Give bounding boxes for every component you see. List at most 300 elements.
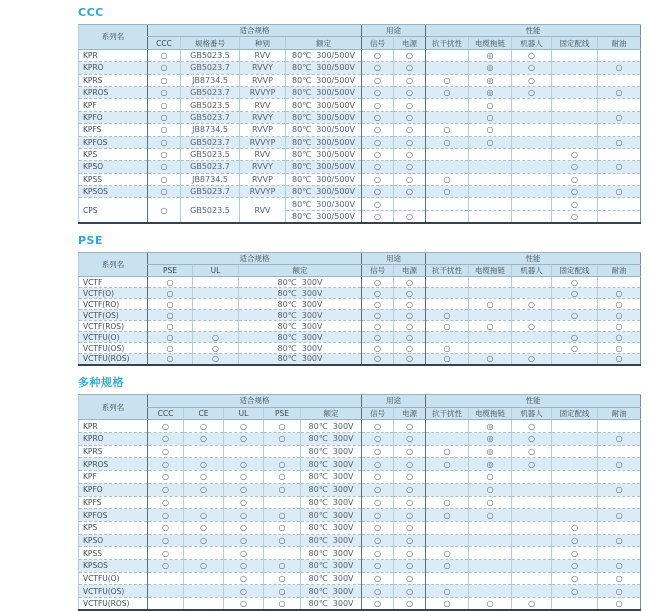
- value-cell: [598, 496, 641, 509]
- value-cell: [552, 354, 598, 365]
- header-row: [79, 265, 641, 277]
- column-header: 信号: [362, 407, 394, 420]
- value-cell: [598, 445, 641, 458]
- value-cell: RVV: [240, 148, 286, 160]
- value-cell: ○: [512, 74, 552, 86]
- value-cell: [184, 598, 224, 611]
- spec-table-multi: [78, 394, 641, 611]
- table-row: [79, 534, 641, 547]
- value-cell: ○: [426, 186, 469, 198]
- value-cell: [193, 288, 239, 299]
- series-name-cell: KPRO: [79, 62, 148, 74]
- value-cell: ○: [552, 277, 598, 288]
- value-cell: ○: [394, 343, 426, 354]
- value-cell: ○: [148, 288, 193, 299]
- series-name-cell: KPSOS: [79, 559, 148, 572]
- value-cell: [512, 111, 552, 123]
- value-cell: 80℃ 300V: [301, 534, 362, 547]
- value-cell: ○: [362, 521, 394, 534]
- value-cell: [469, 559, 512, 572]
- table-row: [79, 471, 641, 484]
- value-cell: [552, 49, 598, 61]
- value-cell: ○: [469, 136, 512, 148]
- value-cell: [426, 49, 469, 61]
- value-cell: ○: [598, 354, 641, 365]
- series-name-cell: KPRS: [79, 74, 148, 86]
- value-cell: ○: [362, 433, 394, 446]
- value-cell: [512, 572, 552, 585]
- value-cell: ○: [394, 210, 426, 222]
- value-cell: [552, 111, 598, 123]
- value-cell: ○: [394, 483, 426, 496]
- value-cell: RVV: [240, 198, 286, 223]
- value-cell: ◎: [469, 433, 512, 446]
- value-cell: ○: [362, 288, 394, 299]
- value-cell: ○: [394, 62, 426, 74]
- value-cell: ○: [184, 559, 224, 572]
- value-cell: [552, 496, 598, 509]
- value-cell: ○: [148, 62, 181, 74]
- value-cell: ○: [394, 458, 426, 471]
- column-header: 信号: [362, 37, 394, 49]
- value-cell: [426, 288, 469, 299]
- table-row: [79, 483, 641, 496]
- value-cell: 80℃ 300V: [239, 299, 362, 310]
- series-name-cell: KPS: [79, 521, 148, 534]
- value-cell: ○: [362, 136, 394, 148]
- value-cell: [184, 445, 224, 458]
- value-cell: [184, 547, 224, 560]
- value-cell: ○: [552, 343, 598, 354]
- value-cell: ○: [148, 277, 193, 288]
- value-cell: ○: [552, 572, 598, 585]
- value-cell: ○: [394, 148, 426, 160]
- value-cell: [394, 198, 426, 210]
- spec-table-pse: [78, 252, 641, 366]
- value-cell: 80℃ 300V: [301, 458, 362, 471]
- table-row: [79, 299, 641, 310]
- value-cell: ○: [426, 136, 469, 148]
- value-cell: ○: [598, 186, 641, 198]
- value-cell: GB5023.7: [181, 186, 240, 198]
- value-cell: ○: [264, 572, 301, 585]
- value-cell: ○: [224, 572, 264, 585]
- value-cell: ○: [148, 161, 181, 173]
- value-cell: ○: [362, 509, 394, 522]
- value-cell: [193, 277, 239, 288]
- value-cell: ○: [362, 559, 394, 572]
- table-row: [79, 49, 641, 61]
- value-cell: ○: [394, 559, 426, 572]
- value-cell: [512, 210, 552, 222]
- value-cell: [598, 277, 641, 288]
- value-cell: ○: [394, 433, 426, 446]
- column-header: 额定: [286, 37, 362, 49]
- value-cell: ○: [148, 483, 184, 496]
- value-cell: ○: [394, 585, 426, 598]
- value-cell: ○: [148, 496, 184, 509]
- value-cell: ○: [598, 534, 641, 547]
- series-name-cell: CPS: [79, 198, 148, 223]
- value-cell: [469, 173, 512, 185]
- table-row: [79, 458, 641, 471]
- column-header: 信号: [362, 265, 394, 277]
- value-cell: [512, 521, 552, 534]
- value-cell: 80℃ 300V: [239, 310, 362, 321]
- value-cell: [512, 332, 552, 343]
- value-cell: ○: [362, 534, 394, 547]
- value-cell: ○: [264, 458, 301, 471]
- value-cell: ○: [148, 111, 181, 123]
- value-cell: ○: [552, 547, 598, 560]
- value-cell: ○: [184, 458, 224, 471]
- value-cell: [264, 547, 301, 560]
- value-cell: ○: [264, 559, 301, 572]
- table-row: [79, 124, 641, 136]
- value-cell: ○: [394, 332, 426, 343]
- value-cell: RVV: [240, 49, 286, 61]
- value-cell: ○: [224, 534, 264, 547]
- value-cell: [264, 496, 301, 509]
- value-cell: ○: [552, 148, 598, 160]
- value-cell: ○: [184, 509, 224, 522]
- value-cell: ○: [394, 445, 426, 458]
- value-cell: [469, 277, 512, 288]
- value-cell: [552, 136, 598, 148]
- value-cell: ○: [224, 521, 264, 534]
- value-cell: [598, 521, 641, 534]
- value-cell: 80℃ 300V: [301, 521, 362, 534]
- value-cell: RVVYP: [240, 186, 286, 198]
- value-cell: 80℃ 300V: [301, 509, 362, 522]
- value-cell: ○: [148, 534, 184, 547]
- value-cell: ○: [362, 86, 394, 98]
- value-cell: ○: [264, 483, 301, 496]
- value-cell: [598, 74, 641, 86]
- column-header: 电缆拖链: [469, 37, 512, 49]
- value-cell: ◎: [469, 445, 512, 458]
- series-column-header: 系列名: [79, 253, 148, 277]
- value-cell: ○: [552, 521, 598, 534]
- column-group-header: 性能: [426, 253, 641, 265]
- value-cell: [426, 161, 469, 173]
- value-cell: ○: [148, 433, 184, 446]
- value-cell: ○: [394, 173, 426, 185]
- value-cell: ○: [512, 458, 552, 471]
- value-cell: [512, 173, 552, 185]
- series-name-cell: KPRO: [79, 433, 148, 446]
- value-cell: ○: [148, 547, 184, 560]
- table-row: [79, 496, 641, 509]
- value-cell: ○: [148, 74, 181, 86]
- value-cell: ○: [224, 496, 264, 509]
- table-row: [79, 111, 641, 123]
- value-cell: 80℃ 300/500V: [286, 74, 362, 86]
- value-cell: ○: [598, 598, 641, 611]
- value-cell: [552, 471, 598, 484]
- value-cell: ○: [148, 124, 181, 136]
- value-cell: [426, 210, 469, 222]
- value-cell: ○: [598, 343, 641, 354]
- value-cell: ○: [224, 433, 264, 446]
- header-row: [79, 407, 641, 420]
- value-cell: ○: [224, 598, 264, 611]
- value-cell: [512, 186, 552, 198]
- value-cell: 80℃ 300V: [239, 277, 362, 288]
- value-cell: 80℃ 300V: [239, 343, 362, 354]
- value-cell: ○: [394, 288, 426, 299]
- value-cell: RVVYP: [240, 86, 286, 98]
- value-cell: [552, 420, 598, 433]
- value-cell: [552, 62, 598, 74]
- series-name-cell: KPR: [79, 420, 148, 433]
- table-row: [79, 354, 641, 365]
- column-header: 电缆拖链: [469, 407, 512, 420]
- value-cell: RVVY: [240, 111, 286, 123]
- value-cell: [469, 161, 512, 173]
- value-cell: ○: [552, 332, 598, 343]
- value-cell: 80℃ 300V: [239, 354, 362, 365]
- value-cell: ○: [552, 161, 598, 173]
- value-cell: [512, 136, 552, 148]
- value-cell: [469, 198, 512, 210]
- value-cell: ◎: [469, 74, 512, 86]
- value-cell: ○: [469, 598, 512, 611]
- series-name-cell: KPFOS: [79, 136, 148, 148]
- value-cell: GB5023.7: [181, 136, 240, 148]
- value-cell: ○: [362, 572, 394, 585]
- value-cell: ○: [362, 458, 394, 471]
- value-cell: ○: [598, 332, 641, 343]
- value-cell: ○: [224, 458, 264, 471]
- value-cell: 80℃ 300V: [301, 420, 362, 433]
- value-cell: ○: [184, 483, 224, 496]
- table-row: [79, 509, 641, 522]
- table-row: [79, 321, 641, 332]
- value-cell: [512, 559, 552, 572]
- spec-table-ccc: [78, 24, 641, 224]
- value-cell: [469, 572, 512, 585]
- value-cell: ○: [552, 173, 598, 185]
- value-cell: [552, 483, 598, 496]
- value-cell: [469, 186, 512, 198]
- series-name-cell: VCTFU(OS): [79, 585, 148, 598]
- series-name-cell: KPFS: [79, 124, 148, 136]
- value-cell: ◎: [469, 49, 512, 61]
- table-row: [79, 420, 641, 433]
- table-row: [79, 547, 641, 560]
- value-cell: GB5023.7: [181, 111, 240, 123]
- value-cell: [426, 420, 469, 433]
- value-cell: ○: [264, 471, 301, 484]
- value-cell: ○: [598, 483, 641, 496]
- value-cell: 80℃ 300/500V: [286, 99, 362, 111]
- value-cell: ○: [224, 483, 264, 496]
- value-cell: ○: [193, 343, 239, 354]
- value-cell: [148, 572, 184, 585]
- value-cell: ○: [598, 161, 641, 173]
- value-cell: ○: [394, 99, 426, 111]
- value-cell: [512, 534, 552, 547]
- column-group-header: 性能: [426, 25, 641, 37]
- value-cell: [426, 483, 469, 496]
- value-cell: ○: [512, 49, 552, 61]
- value-cell: ○: [394, 86, 426, 98]
- value-cell: ○: [362, 321, 394, 332]
- value-cell: ○: [184, 420, 224, 433]
- value-cell: [598, 49, 641, 61]
- column-header: 耐油: [598, 407, 641, 420]
- value-cell: JB8734.5: [181, 74, 240, 86]
- value-cell: [184, 585, 224, 598]
- value-cell: 80℃ 300V: [301, 598, 362, 611]
- value-cell: ○: [426, 321, 469, 332]
- section-title: PSE: [78, 234, 103, 247]
- value-cell: ○: [184, 521, 224, 534]
- value-cell: ○: [224, 509, 264, 522]
- value-cell: GB5023.5: [181, 49, 240, 61]
- value-cell: ○: [512, 445, 552, 458]
- series-name-cell: VCTFU(ROS): [79, 354, 148, 365]
- value-cell: JB8734.5: [181, 173, 240, 185]
- header-row: [79, 395, 641, 408]
- value-cell: ○: [394, 534, 426, 547]
- value-cell: [512, 483, 552, 496]
- value-cell: [552, 74, 598, 86]
- value-cell: ○: [264, 433, 301, 446]
- column-header: 电源: [394, 265, 426, 277]
- table-row: [79, 198, 641, 210]
- value-cell: ○: [394, 186, 426, 198]
- value-cell: ○: [426, 585, 469, 598]
- value-cell: ○: [148, 99, 181, 111]
- table-row: [79, 598, 641, 611]
- value-cell: 80℃ 300/500V: [286, 136, 362, 148]
- value-cell: ○: [469, 124, 512, 136]
- value-cell: RVVY: [240, 62, 286, 74]
- value-cell: 80℃ 300/500V: [286, 161, 362, 173]
- value-cell: ○: [362, 445, 394, 458]
- value-cell: [512, 496, 552, 509]
- series-name-cell: KPF: [79, 471, 148, 484]
- value-cell: GB5023.5: [181, 198, 240, 223]
- column-group-header: 适合规格: [148, 253, 362, 265]
- value-cell: ○: [264, 585, 301, 598]
- value-cell: ○: [264, 534, 301, 547]
- value-cell: ○: [362, 343, 394, 354]
- series-name-cell: KPSS: [79, 173, 148, 185]
- value-cell: ○: [362, 277, 394, 288]
- series-name-cell: VCTF(ROS): [79, 321, 148, 332]
- value-cell: ○: [552, 186, 598, 198]
- value-cell: [264, 445, 301, 458]
- table-row: [79, 136, 641, 148]
- value-cell: [193, 310, 239, 321]
- value-cell: ○: [426, 310, 469, 321]
- series-name-cell: KPROS: [79, 458, 148, 471]
- value-cell: [426, 332, 469, 343]
- value-cell: [598, 148, 641, 160]
- value-cell: ○: [394, 598, 426, 611]
- value-cell: ○: [394, 299, 426, 310]
- column-header: 耐油: [598, 37, 641, 49]
- table-row: [79, 445, 641, 458]
- value-cell: [224, 445, 264, 458]
- series-name-cell: VCTFU(O): [79, 572, 148, 585]
- value-cell: ○: [469, 471, 512, 484]
- value-cell: ○: [426, 598, 469, 611]
- value-cell: RVVP: [240, 124, 286, 136]
- value-cell: ○: [469, 321, 512, 332]
- column-header: 抗干扰性: [426, 407, 469, 420]
- series-name-cell: KPFO: [79, 111, 148, 123]
- value-cell: ○: [598, 136, 641, 148]
- value-cell: ○: [598, 288, 641, 299]
- value-cell: ○: [552, 288, 598, 299]
- value-cell: GB5023.5: [181, 148, 240, 160]
- value-cell: [426, 433, 469, 446]
- value-cell: RVV: [240, 99, 286, 111]
- value-cell: ○: [598, 111, 641, 123]
- series-name-cell: VCTFU(O): [79, 332, 148, 343]
- value-cell: ○: [394, 354, 426, 365]
- value-cell: [148, 585, 184, 598]
- value-cell: [426, 148, 469, 160]
- value-cell: [552, 598, 598, 611]
- value-cell: [598, 471, 641, 484]
- value-cell: ○: [264, 598, 301, 611]
- value-cell: [512, 547, 552, 560]
- column-header: 抗干扰性: [426, 265, 469, 277]
- value-cell: [512, 509, 552, 522]
- value-cell: [552, 509, 598, 522]
- series-name-cell: KPSOS: [79, 186, 148, 198]
- table-row: [79, 310, 641, 321]
- value-cell: ○: [148, 343, 193, 354]
- value-cell: RVVP: [240, 74, 286, 86]
- series-name-cell: VCTFU(ROS): [79, 598, 148, 611]
- column-header: 机器人: [512, 265, 552, 277]
- value-cell: ○: [469, 483, 512, 496]
- value-cell: ○: [512, 354, 552, 365]
- value-cell: 80℃ 300/500V: [286, 49, 362, 61]
- column-header: UL: [224, 407, 264, 420]
- column-header: CCC: [148, 407, 184, 420]
- value-cell: [469, 148, 512, 160]
- value-cell: ○: [426, 343, 469, 354]
- value-cell: ○: [598, 86, 641, 98]
- value-cell: ○: [512, 420, 552, 433]
- value-cell: RVVY: [240, 161, 286, 173]
- value-cell: ○: [184, 433, 224, 446]
- value-cell: ○: [426, 496, 469, 509]
- table-row: [79, 277, 641, 288]
- column-header: 电源: [394, 407, 426, 420]
- column-group-header: 用途: [362, 395, 426, 408]
- value-cell: ○: [362, 173, 394, 185]
- value-cell: ○: [362, 124, 394, 136]
- value-cell: [469, 210, 512, 222]
- value-cell: RVVYP: [240, 136, 286, 148]
- column-header: PSE: [148, 265, 193, 277]
- value-cell: ○: [362, 198, 394, 210]
- value-cell: ◎: [469, 420, 512, 433]
- value-cell: ○: [394, 471, 426, 484]
- value-cell: 80℃ 300V: [301, 496, 362, 509]
- value-cell: [512, 310, 552, 321]
- value-cell: ○: [469, 111, 512, 123]
- value-cell: ○: [148, 521, 184, 534]
